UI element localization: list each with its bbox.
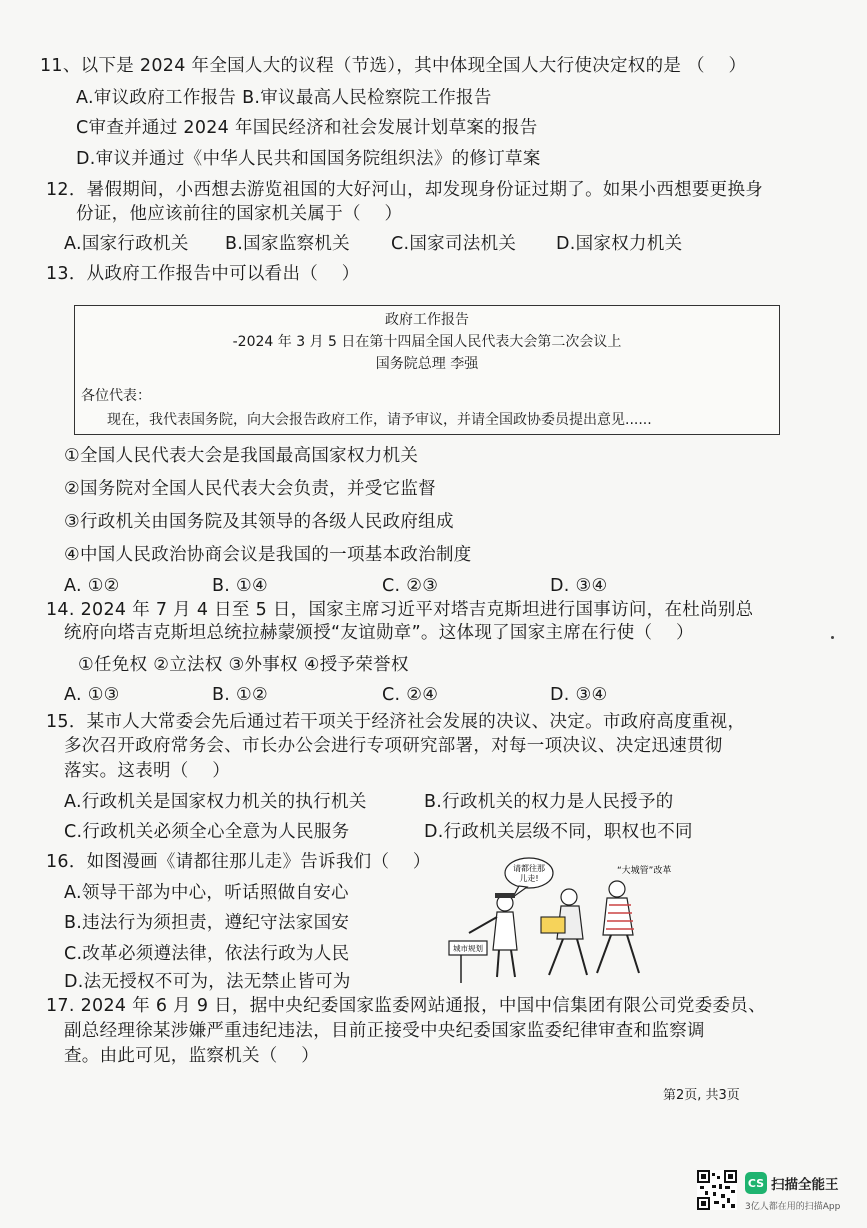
- q17-stem-line-3: 查。由此可见，监察机关（ ）: [64, 1046, 320, 1066]
- person-1-head: [561, 889, 577, 905]
- q16-option-c: C.改革必须遵法律，依法行政为人民: [64, 944, 350, 964]
- q16-option-a: A.领导干部为中心，听话照做自安心: [64, 883, 349, 903]
- q17-stem-line-2: 副总经理徐某涉嫌严重违纪违法，目前正接受中央纪委国家监委纪律审查和监察调: [64, 1021, 705, 1041]
- q13-option-b: B. ①④: [212, 576, 269, 596]
- q12-stem-line-2: 份证，他应该前往的国家机关属于（ ）: [76, 204, 403, 224]
- q11-option-d: D.审议并通过《中华人民共和国国务院组织法》的修订草案: [76, 149, 541, 169]
- q16-option-b: B.违法行为须担责，遵纪守法家国安: [64, 913, 350, 933]
- q11-stem: 11、以下是 2024 年全国人大的议程（节选），其中体现全国人大行使决定权的是 （ ）: [40, 56, 747, 76]
- qr-code-icon: [697, 1170, 737, 1210]
- q14-option-d: D. ③④: [550, 685, 608, 705]
- q15-stem-line-2: 多次召开政府常务会、市长办公会进行专项研究部署，对每一项决议、决定迅速贯彻: [64, 736, 723, 756]
- q12-option-b: B.国家监察机关: [225, 234, 350, 254]
- page-number: 第2页, 共3页: [663, 1088, 740, 1103]
- scan-speck: [831, 636, 834, 639]
- scanner-brand: [745, 1172, 839, 1194]
- report-subtitle: -2024 年 3 月 5 日在第十四届全国人民代表大会第二次会议上: [232, 334, 622, 350]
- q15-option-d: D.行政机关层级不同，职权也不同: [424, 822, 693, 842]
- q14-option-b: B. ①②: [212, 685, 269, 705]
- government-report-box: [74, 305, 780, 435]
- q13-stem: 13．从政府工作报告中可以看出（ ）: [46, 264, 360, 284]
- person-2-head: [609, 881, 625, 897]
- q15-option-a: A.行政机关是国家权力机关的执行机关: [64, 792, 367, 812]
- scanner-tagline: 3亿人都在用的扫描App: [745, 1202, 841, 1212]
- q13-statement-2: ②国务院对全国人民代表大会负责，并受它监督: [64, 479, 436, 499]
- q13-statement-1: ①全国人民代表大会是我国最高国家权力机关: [64, 446, 419, 466]
- scanner-app-name: 扫描全能王: [771, 1177, 839, 1193]
- officer-cap: [495, 893, 515, 898]
- q14-stem-line-2: 统府向塔吉克斯坦总统拉赫蒙颁授“友谊勋章”。这体现了国家主席在行使（ ）: [64, 623, 694, 643]
- q12-option-d: D.国家权力机关: [556, 234, 683, 254]
- q12-option-a: A.国家行政机关: [64, 234, 189, 254]
- q12-option-c: C.国家司法机关: [391, 234, 517, 254]
- q15-option-c: C.行政机关必须全心全意为人民服务: [64, 822, 350, 842]
- officer-pointing-arm: [469, 917, 497, 933]
- q11-option-c: C审查并通过 2024 年国民经济和社会发展计划草案的报告: [76, 118, 538, 138]
- q16-option-d: D.法无授权不可为，法无禁止皆可为: [64, 972, 351, 992]
- camscanner-logo-icon: CS: [745, 1172, 767, 1194]
- cartoon-speech-line2: 儿走!: [519, 874, 539, 883]
- q13-statement-3: ③行政机关由国务院及其领导的各级人民政府组成: [64, 512, 454, 532]
- q12-stem-line-1: 12．暑假期间，小西想去游览祖国的大好河山，却发现身份证过期了。如果小西想要更换身: [46, 180, 764, 200]
- q14-statements: ①任免权 ②立法权 ③外事权 ④授予荣誉权: [78, 655, 409, 675]
- q14-stem-line-1: 14. 2024 年 7 月 4 日至 5 日，国家主席习近平对塔吉克斯坦进行国事访问，在杜尚别总: [46, 600, 754, 620]
- report-title: 政府工作报告: [385, 312, 469, 328]
- q13-option-c: C. ②③: [382, 576, 439, 596]
- q14-option-a: A. ①③: [64, 685, 120, 705]
- q17-stem-line-1: 17. 2024 年 6 月 9 日，据中央纪委国家监委网站通报，中国中信集团有限公司党委委员、: [46, 996, 766, 1016]
- q13-option-a: A. ①②: [64, 576, 120, 596]
- report-body: 现在，我代表国务院，向大会报告政府工作，请予审议，并请全国政协委员提出意见......: [107, 412, 652, 428]
- cartoon-speech-line1: 请都往那: [513, 864, 545, 873]
- sign-text: 城市规划: [453, 944, 483, 953]
- report-speaker: 国务院总理 李强: [375, 356, 479, 372]
- person-1-box: [541, 917, 565, 933]
- q13-option-d: D. ③④: [550, 576, 608, 596]
- q14-option-c: C. ②④: [382, 685, 439, 705]
- q15-stem-line-1: 15．某市人大常委会先后通过若干项关于经济社会发展的决议、决定。市政府高度重视，: [46, 712, 746, 732]
- q15-stem-line-3: 落实。这表明（ ）: [64, 761, 231, 781]
- report-salutation: 各位代表：: [81, 388, 151, 404]
- cartoon-caption: “大城管”改革: [617, 866, 672, 876]
- q16-stem: 16．如图漫画《请都往那儿走》告诉我们（ ）: [46, 852, 431, 872]
- q11-option-ab: A.审议政府工作报告 B.审议最高人民检察院工作报告: [76, 88, 492, 108]
- q15-option-b: B.行政机关的权力是人民授予的: [424, 792, 674, 812]
- q13-statement-4: ④中国人民政治协商会议是我国的一项基本政治制度: [64, 545, 472, 565]
- cartoon-illustration: [447, 855, 677, 985]
